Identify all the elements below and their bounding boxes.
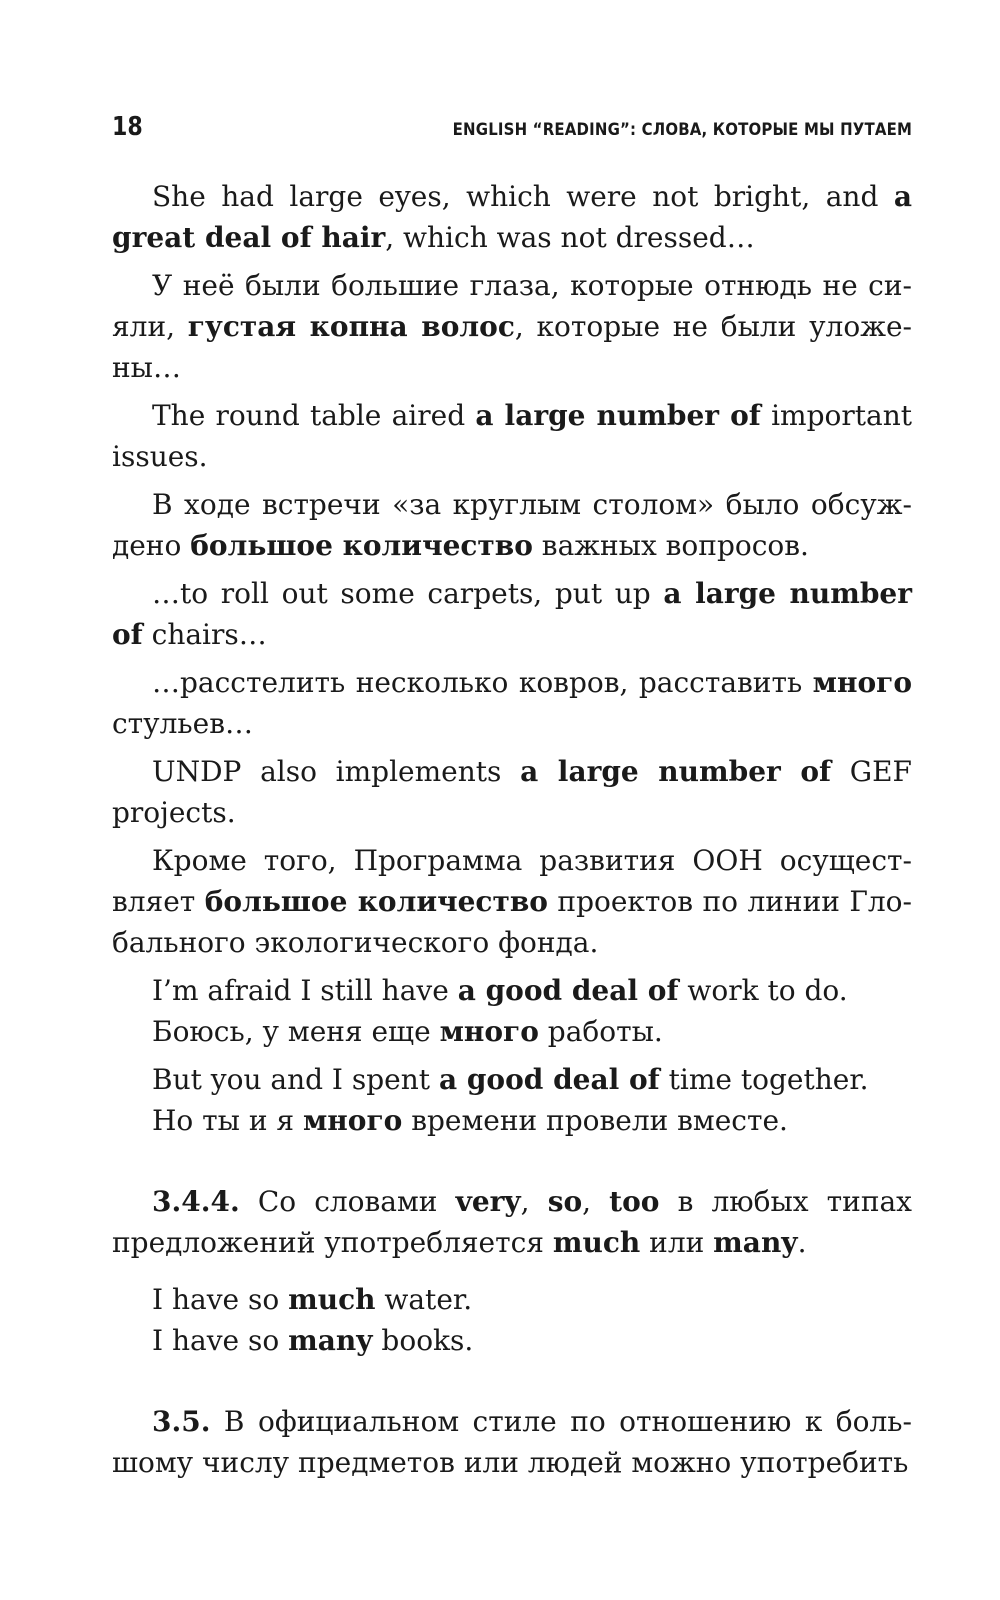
text-segment: water.: [375, 1283, 473, 1316]
bold-phrase: a large number of: [520, 755, 832, 788]
example-russian: [112, 1100, 912, 1141]
example-russian: [112, 1011, 912, 1052]
example-english: [112, 970, 912, 1011]
bold-phrase: very: [455, 1185, 521, 1218]
example-english: [112, 751, 912, 833]
text-segment: ,: [520, 1185, 548, 1218]
bold-phrase: many: [288, 1324, 373, 1357]
text-segment: В ходе встречи «за круглым столом» было обсуждено: [112, 488, 912, 562]
bold-phrase: много: [439, 1015, 539, 1048]
text-segment: стульев…: [112, 707, 254, 740]
text-segment: I have so: [152, 1283, 289, 1316]
example-english: [112, 176, 912, 258]
rule-paragraph: [112, 1181, 912, 1263]
text-segment: books.: [372, 1324, 474, 1357]
text-segment: Боюсь, у меня еще: [152, 1015, 440, 1048]
text-segment: GEF projects.: [112, 755, 912, 829]
example-russian: [112, 662, 912, 744]
text-segment: …расстелить несколько ковров, расставить: [152, 666, 813, 699]
text-segment: I have so: [152, 1324, 289, 1357]
text-segment: Кроме того, Программа развития ООН осуществляет: [112, 844, 912, 918]
text-segment: …to roll out some carpets, put up: [152, 577, 664, 610]
text-segment: проектов по линии Глобального экологического фонда.: [112, 885, 913, 959]
bold-phrase: much: [288, 1283, 376, 1316]
running-title: ENGLISH “READING”: СЛОВА, КОТОРЫЕ МЫ ПУТАЕМ: [452, 120, 912, 140]
text-segment: UNDP also implements: [152, 755, 521, 788]
example-russian: [112, 265, 912, 388]
bold-phrase: a good deal of: [438, 1063, 660, 1096]
bold-phrase: 3.5.: [152, 1405, 211, 1438]
page-header: [112, 112, 912, 152]
text-segment: , which was not dressed…: [385, 221, 755, 254]
bold-phrase: много: [302, 1104, 403, 1137]
text-segment: Но ты и я: [152, 1104, 303, 1137]
text-segment: важных вопросов.: [532, 529, 809, 562]
rule-paragraph: [112, 1401, 912, 1483]
text-segment: Со словами: [239, 1185, 456, 1218]
text-segment: времени провели вместе.: [402, 1104, 788, 1137]
bold-phrase: many: [713, 1226, 798, 1259]
text-segment: important issues.: [112, 399, 912, 473]
text-segment: time together.: [659, 1063, 869, 1096]
page-number: 18: [112, 112, 143, 142]
bold-phrase: много: [812, 666, 912, 699]
bold-phrase: a good deal of: [457, 974, 679, 1007]
text-segment: ,: [582, 1185, 610, 1218]
text-segment: В официальном стиле по отношению к большому числу предметов или людей можно употребить: [112, 1405, 912, 1479]
text-segment: работы.: [538, 1015, 663, 1048]
bold-phrase: so: [547, 1185, 583, 1218]
text-segment: I’m afraid I still have: [152, 974, 458, 1007]
text-segment: , которые не были уложены…: [112, 310, 912, 384]
text-segment: или: [640, 1226, 714, 1259]
text-segment: But you and I spent: [152, 1063, 439, 1096]
bold-phrase: большое количество: [204, 885, 548, 918]
bold-phrase: much: [552, 1226, 641, 1259]
example-english: [112, 1279, 912, 1320]
bold-phrase: too: [609, 1185, 660, 1218]
text-segment: chairs…: [142, 618, 267, 651]
example-english: [112, 1059, 912, 1100]
bold-phrase: a great deal of hair: [112, 180, 912, 254]
text-segment: The round table aired: [152, 399, 476, 432]
example-english: [112, 395, 912, 477]
text-segment: У неё были большие глаза, которые отнюдь не сияли,: [112, 269, 912, 343]
text-segment: .: [797, 1226, 807, 1259]
text-segment: в любых типах предложений употребляется: [112, 1185, 912, 1259]
example-english: [112, 1320, 912, 1361]
bold-phrase: a large number of: [112, 577, 912, 651]
bold-phrase: 3.4.4.: [152, 1185, 240, 1218]
body-text: [112, 176, 912, 1483]
bold-phrase: a large number of: [475, 399, 761, 432]
text-segment: She had large eyes, which were not bright, and: [152, 180, 894, 213]
bold-phrase: большое количество: [190, 529, 533, 562]
bold-phrase: густая копна волос: [187, 310, 515, 343]
example-russian: [112, 840, 912, 963]
example-russian: [112, 484, 912, 566]
text-segment: work to do.: [678, 974, 848, 1007]
example-english: [112, 573, 912, 655]
